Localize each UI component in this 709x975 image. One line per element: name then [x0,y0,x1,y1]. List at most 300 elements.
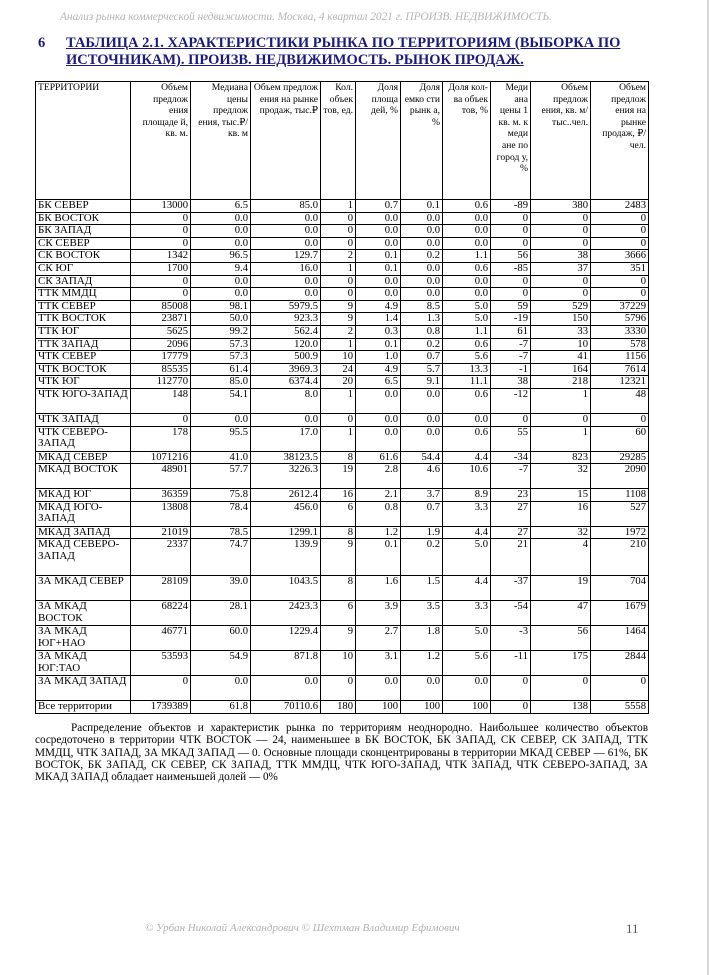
value-cell: 148 [131,388,191,413]
value-cell: 60 [591,426,649,451]
value-cell: 78.5 [191,526,251,539]
value-cell: 12321 [591,376,649,389]
value-cell: 0.6 [443,262,491,275]
value-cell: 0.0 [356,237,401,250]
value-cell: -37 [491,576,531,601]
value-cell: 2096 [131,338,191,351]
value-cell: 0 [131,237,191,250]
table-row [36,413,649,426]
value-cell: 2483 [591,200,649,213]
value-cell: 10 [321,651,356,676]
value-cell: 16 [321,489,356,502]
value-cell: 0 [491,275,531,288]
value-cell: 6 [321,501,356,526]
value-cell: 1.8 [401,626,443,651]
value-cell: 0.1 [356,338,401,351]
table-body [36,200,649,714]
value-cell: 3.5 [401,601,443,626]
value-cell: 0.0 [251,237,321,250]
value-cell: 3.1 [356,651,401,676]
value-cell: 10 [531,338,591,351]
value-cell: -3 [491,626,531,651]
value-cell: 1972 [591,526,649,539]
page-number: 11 [626,921,639,936]
value-cell: 8.5 [401,300,443,313]
value-cell: 0.3 [356,325,401,338]
value-cell: 456.0 [251,501,321,526]
value-cell: 0 [321,225,356,238]
value-cell: 1.1 [443,325,491,338]
value-cell: 9 [321,539,356,576]
territory-cell: МКАД СЕВЕР [36,451,131,464]
value-cell: 0.2 [401,338,443,351]
value-cell: -54 [491,601,531,626]
value-cell: 3666 [591,250,649,263]
value-cell: 21019 [131,526,191,539]
territory-cell: МКАД ВОСТОК [36,464,131,489]
value-cell: 16 [531,501,591,526]
value-cell: 562.4 [251,325,321,338]
value-cell: 8 [321,526,356,539]
value-cell: 0.0 [401,388,443,413]
value-cell: 1.1 [443,250,491,263]
value-cell: 74.7 [191,539,251,576]
value-cell: 15 [531,489,591,502]
value-cell: 3969.3 [251,363,321,376]
value-cell: 1.2 [401,651,443,676]
value-cell: 0.2 [401,539,443,576]
value-cell: 98.1 [191,300,251,313]
value-cell: 0 [321,212,356,225]
territory-cell: СК ВОСТОК [36,250,131,263]
territory-cell: ЗА МКАД ЗАПАД [36,676,131,701]
value-cell: 50.0 [191,313,251,326]
territory-cell: Все территории [36,701,131,714]
value-cell: 150 [531,313,591,326]
value-cell: -12 [491,388,531,413]
value-cell: 0.0 [191,413,251,426]
value-cell: 17779 [131,351,191,364]
value-cell: 17.0 [251,426,321,451]
value-cell: 70110.6 [251,701,321,714]
value-cell: 380 [531,200,591,213]
value-cell: 0.0 [356,288,401,301]
value-cell: 0 [591,676,649,701]
territory-cell: БК ВОСТОК [36,212,131,225]
value-cell: 56 [531,626,591,651]
value-cell: 54.4 [401,451,443,464]
value-cell: 0 [131,676,191,701]
value-cell: 95.5 [191,426,251,451]
column-header-territory: ТЕРРИТОРИИ [36,82,131,200]
table-row [36,526,649,539]
column-header: Объем предлож ения на рынке продаж, тыс.₽ [251,82,321,200]
value-cell: 0 [131,288,191,301]
value-cell: 28109 [131,576,191,601]
value-cell: 923.3 [251,313,321,326]
value-cell: 0.0 [356,275,401,288]
value-cell: 0.0 [191,237,251,250]
value-cell: 61.4 [191,363,251,376]
running-header: Анализ рынка коммерческой недвижимости. Москва, 4 квартал 2021 г. ПРОИЗВ. НЕДВИЖИМОСТЬ. [60,11,552,23]
value-cell: 38 [491,376,531,389]
territory-cell: ЗА МКАД ЮГ:ТАО [36,651,131,676]
value-cell: 57.3 [191,338,251,351]
value-cell: 39.0 [191,576,251,601]
value-cell: 0.0 [191,288,251,301]
column-header: Объем предлож ения на рынке продаж, ₽/чел. [591,82,649,200]
value-cell: 0.0 [356,388,401,413]
value-cell: 0.0 [251,212,321,225]
value-cell: 29285 [591,451,649,464]
value-cell: 9 [321,300,356,313]
value-cell: 0 [531,225,591,238]
value-cell: 75.8 [191,489,251,502]
value-cell: 0.0 [443,237,491,250]
value-cell: 0 [591,212,649,225]
value-cell: 13000 [131,200,191,213]
value-cell: 13.3 [443,363,491,376]
value-cell: 2423.3 [251,601,321,626]
value-cell: 0.0 [251,413,321,426]
value-cell: 704 [591,576,649,601]
value-cell: 2.8 [356,464,401,489]
value-cell: 0.0 [443,413,491,426]
value-cell: 21 [491,539,531,576]
value-cell: 5625 [131,325,191,338]
value-cell: 54.9 [191,651,251,676]
value-cell: 4.4 [443,526,491,539]
value-cell: 1108 [591,489,649,502]
column-header: Медиана цены предлож ения, тыс.₽/ кв. м [191,82,251,200]
territory-cell: ЧТК СЕВЕР [36,351,131,364]
value-cell: 0 [131,275,191,288]
table-row [36,426,649,451]
table-title: ТАБЛИЦА 2.1. ХАРАКТЕРИСТИКИ РЫНКА ПО ТЕРРИТОРИЯМ (ВЫБОРКА ПО ИСТОЧНИКАМ). ПРОИЗВ. НЕДВИЖИМОСТЬ. РЫНОК ПРОДАЖ. [66,35,621,68]
value-cell: 138 [531,701,591,714]
value-cell: -1 [491,363,531,376]
value-cell: -7 [491,338,531,351]
value-cell: 9.4 [191,262,251,275]
value-cell: 1.0 [356,351,401,364]
value-cell: 0 [531,212,591,225]
territory-cell: ТТК ВОСТОК [36,313,131,326]
territory-cell: ЗА МКАД ЮГ+НАО [36,626,131,651]
value-cell: 1.2 [356,526,401,539]
value-cell: 0.0 [401,262,443,275]
value-cell: 3226.3 [251,464,321,489]
value-cell: 38 [531,250,591,263]
column-header: Объем предлож ения, кв. м/ тыс..чел. [531,82,591,200]
value-cell: -19 [491,313,531,326]
value-cell: 0 [491,676,531,701]
value-cell: 0 [591,237,649,250]
table-row [36,451,649,464]
value-cell: 100 [356,701,401,714]
value-cell: 823 [531,451,591,464]
value-cell: 0.0 [401,225,443,238]
column-header: Доля площа дей, % [356,82,401,200]
value-cell: 85.0 [251,200,321,213]
table-row [36,338,649,351]
value-cell: 4.4 [443,576,491,601]
value-cell: 23 [491,489,531,502]
value-cell: 0 [321,275,356,288]
value-cell: 2.7 [356,626,401,651]
value-cell: 3.3 [443,501,491,526]
territory-cell: ТТК ЗАПАД [36,338,131,351]
table-row [36,351,649,364]
table-row [36,212,649,225]
value-cell: 9 [321,626,356,651]
value-cell: 0 [591,225,649,238]
value-cell: 23871 [131,313,191,326]
table-row [36,363,649,376]
value-cell: 2.1 [356,489,401,502]
value-cell: 3.3 [443,601,491,626]
territory-cell: ЧТК ЮГ [36,376,131,389]
value-cell: 1 [321,338,356,351]
territory-cell: ЗА МКАД СЕВЕР [36,576,131,601]
value-cell: 112770 [131,376,191,389]
value-cell: 178 [131,426,191,451]
value-cell: 0.0 [443,676,491,701]
value-cell: 0 [321,237,356,250]
table-total-row [36,701,649,714]
value-cell: 13808 [131,501,191,526]
value-cell: 32 [531,464,591,489]
value-cell: 0.7 [401,501,443,526]
value-cell: 0.8 [356,501,401,526]
value-cell: 9.1 [401,376,443,389]
table-row [36,262,649,275]
value-cell: 0 [321,676,356,701]
value-cell: 53593 [131,651,191,676]
value-cell: 2844 [591,651,649,676]
value-cell: 5.0 [443,300,491,313]
value-cell: 218 [531,376,591,389]
value-cell: 5.0 [443,626,491,651]
value-cell: 85008 [131,300,191,313]
territory-cell: ЧТК ЗАПАД [36,413,131,426]
value-cell: 1229.4 [251,626,321,651]
value-cell: 1739389 [131,701,191,714]
value-cell: 0 [491,212,531,225]
value-cell: 1.5 [401,576,443,601]
value-cell: 6374.4 [251,376,321,389]
value-cell: 0 [531,237,591,250]
value-cell: 0 [531,275,591,288]
value-cell: -11 [491,651,531,676]
value-cell: 99.2 [191,325,251,338]
table-row [36,300,649,313]
value-cell: 0.0 [443,288,491,301]
value-cell: 3.7 [401,489,443,502]
table-header-row [36,82,649,200]
value-cell: 0 [321,413,356,426]
value-cell: 0.0 [356,413,401,426]
value-cell: 4.9 [356,300,401,313]
value-cell: 0.1 [356,250,401,263]
table-row [36,388,649,413]
value-cell: 85.0 [191,376,251,389]
table-row [36,501,649,526]
value-cell: 5558 [591,701,649,714]
value-cell: 27 [491,501,531,526]
value-cell: 1 [321,388,356,413]
value-cell: 578 [591,338,649,351]
value-cell: 41 [531,351,591,364]
value-cell: 500.9 [251,351,321,364]
value-cell: 4.9 [356,363,401,376]
value-cell: 0.0 [401,413,443,426]
value-cell: 8.0 [251,388,321,413]
value-cell: 5.0 [443,539,491,576]
territory-cell: МКАД СЕВЕРО-ЗАПАД [36,539,131,576]
value-cell: 48901 [131,464,191,489]
table-row [36,651,649,676]
value-cell: 0.6 [443,338,491,351]
value-cell: 1.3 [401,313,443,326]
value-cell: 0 [131,413,191,426]
value-cell: 33 [531,325,591,338]
value-cell: 8.9 [443,489,491,502]
territory-market-table [35,81,649,714]
value-cell: 529 [531,300,591,313]
value-cell: 0.0 [356,225,401,238]
value-cell: -7 [491,464,531,489]
value-cell: 2612.4 [251,489,321,502]
value-cell: 0.0 [401,212,443,225]
value-cell: 1342 [131,250,191,263]
territory-cell: СК ЮГ [36,262,131,275]
value-cell: 38123.5 [251,451,321,464]
value-cell: 0.2 [401,250,443,263]
value-cell: 57.7 [191,464,251,489]
value-cell: 0 [531,413,591,426]
value-cell: -89 [491,200,531,213]
value-cell: 27 [491,526,531,539]
value-cell: 871.8 [251,651,321,676]
value-cell: 1 [531,426,591,451]
value-cell: 0 [321,288,356,301]
value-cell: 41.0 [191,451,251,464]
territory-cell: СК СЕВЕР [36,237,131,250]
value-cell: 47 [531,601,591,626]
value-cell: 0.0 [401,426,443,451]
value-cell: 4 [531,539,591,576]
table-row [36,464,649,489]
value-cell: 48 [591,388,649,413]
value-cell: 2337 [131,539,191,576]
value-cell: 0.1 [356,539,401,576]
territory-cell: МКАД ЮГО-ЗАПАД [36,501,131,526]
value-cell: 0.0 [251,288,321,301]
territory-cell: МКАД ЗАПАД [36,526,131,539]
value-cell: 56 [491,250,531,263]
table-row [36,376,649,389]
value-cell: 1.4 [356,313,401,326]
value-cell: 100 [443,701,491,714]
value-cell: 3330 [591,325,649,338]
value-cell: 2 [321,250,356,263]
value-cell: 37229 [591,300,649,313]
value-cell: 4.6 [401,464,443,489]
value-cell: 46771 [131,626,191,651]
value-cell: 527 [591,501,649,526]
table-row [36,288,649,301]
value-cell: 164 [531,363,591,376]
value-cell: 0.0 [443,225,491,238]
table-row [36,237,649,250]
value-cell: 6.5 [191,200,251,213]
column-header: Доля кол-ва объек тов, % [443,82,491,200]
table-row [36,250,649,263]
column-header: Кол. объек тов, ед. [321,82,356,200]
value-cell: 19 [321,464,356,489]
value-cell: 1464 [591,626,649,651]
value-cell: 0.0 [401,237,443,250]
value-cell: 61.6 [356,451,401,464]
value-cell: 1299.1 [251,526,321,539]
table-row [36,576,649,601]
value-cell: 5979.5 [251,300,321,313]
value-cell: 1043.5 [251,576,321,601]
value-cell: 10.6 [443,464,491,489]
value-cell: 0.0 [401,676,443,701]
value-cell: 0.0 [191,676,251,701]
value-cell: 11.1 [443,376,491,389]
value-cell: 0 [531,676,591,701]
value-cell: 6 [321,601,356,626]
value-cell: 0 [491,225,531,238]
value-cell: 85535 [131,363,191,376]
value-cell: 61 [491,325,531,338]
value-cell: 59 [491,300,531,313]
value-cell: 28.1 [191,601,251,626]
value-cell: 0.0 [443,275,491,288]
value-cell: 3.9 [356,601,401,626]
table-row [36,626,649,651]
value-cell: 57.3 [191,351,251,364]
territory-cell: ТТК ЮГ [36,325,131,338]
value-cell: 37 [531,262,591,275]
value-cell: 61.8 [191,701,251,714]
value-cell: 0.0 [191,212,251,225]
value-cell: 0 [591,413,649,426]
value-cell: 0 [491,237,531,250]
value-cell: 0 [131,225,191,238]
value-cell: 0.0 [251,275,321,288]
value-cell: 1 [321,262,356,275]
value-cell: 0.0 [356,676,401,701]
value-cell: 1156 [591,351,649,364]
value-cell: 1071216 [131,451,191,464]
value-cell: 0.7 [356,200,401,213]
value-cell: 0 [591,275,649,288]
section-number: 6 [38,35,46,51]
value-cell: -7 [491,351,531,364]
value-cell: 54.1 [191,388,251,413]
territory-cell: БК СЕВЕР [36,200,131,213]
footer-copyright: © Урбан Николай Александрович © Шехтман Владимир Ефимович [145,922,460,934]
table-row [36,489,649,502]
value-cell: 0.0 [443,212,491,225]
territory-cell: БК ЗАПАД [36,225,131,238]
value-cell: 0 [491,701,531,714]
value-cell: 9 [321,313,356,326]
value-cell: 7614 [591,363,649,376]
